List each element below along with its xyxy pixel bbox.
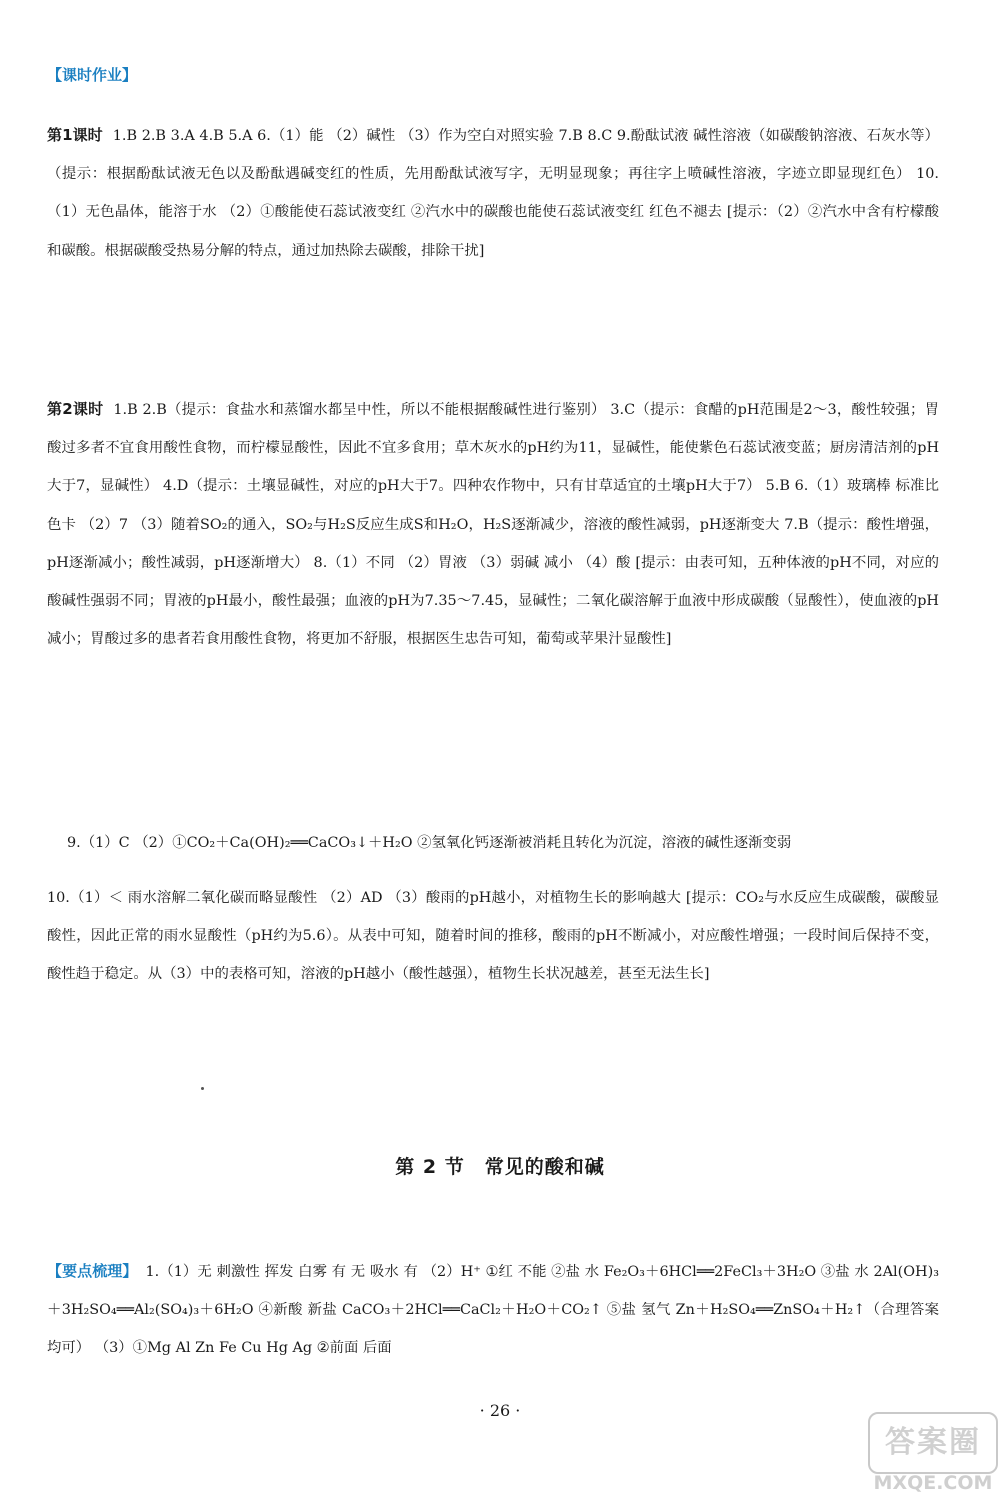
section-heading: 第 2 节 常见的酸和碱 (395, 1156, 605, 1178)
section-label-homework: 【课时作业】 (47, 66, 138, 84)
lesson-2-label: 第2课时 (47, 400, 104, 418)
answer-item-9: 9.（1）C （2）①CO₂＋Ca(OH)₂══CaCO₃↓＋H₂O ②氢氧化钙逐渐被消耗且转化为沉淀，溶液的碱性逐渐变弱 (67, 835, 792, 851)
page-number: · 26 · (479, 1401, 521, 1420)
answer-item-10: 10.（1）＜ 雨水溶解二氧化碳而略显酸性 （2）AD （3）酸雨的pH越小，对植物生长的影响越大 [提示：CO₂与水反应生成碳酸，碳酸显酸性，因此正常的雨水显酸性（pH约为5.6）。从表中可知，随着时间的推移，酸雨的pH不断减小，对应酸性增强；一段时间后保持不变，酸性趋于稳定。从（3）中的表格可知，溶液的pH越小（酸性越强），植物生长状况越差，甚至无法生长] (47, 890, 939, 983)
lesson-1-text: 1.B 2.B 3.A 4.B 5.A 6.（1）能 （2）碱性 （3）作为空白对照实验 7.B 8.C 9.酚酞试液 碱性溶液（如碳酸钠溶液、石灰水等） （提示：根据酚酞试液无色以及酚酞遇碱变红的性质，先用酚酞试液写字，无明显现象；再往字上喷碱性溶液，字迹立即显现红色） 10.（1）无色晶体，能溶于水 （2）①酸能使石蕊试液变红 ②汽水中的碳酸也能使石蕊试液变红 红色不褪去 [提示：（2）②汽水中含有柠檬酸和碳酸。根据碳酸受热易分解的特点，通过加热除去碳酸，排除干扰] (47, 128, 940, 259)
key-points-label: 【要点梳理】 (47, 1262, 138, 1280)
key-points (47, 1252, 939, 1368)
watermark-logo (868, 1412, 998, 1497)
stray-dot (201, 1087, 204, 1090)
lesson-1-label: 第1课时 (47, 126, 103, 144)
watermark-url: MXQE.COM (873, 1472, 993, 1494)
lesson-2-text: 1.B 2.B（提示：食盐水和蒸馏水都呈中性，所以不能根据酸碱性进行鉴别） 3.C（提示：食醋的pH范围是2～3，酸性较强；胃酸过多者不宜食用酸性食物，而柠檬显酸性，因此不宜多食用；草木灰水的pH约为11，显碱性，能使紫色石蕊试液变蓝；厨房清洁剂的pH大于7，显碱性） 4.D（提示：土壤显碱性，对应的pH大于7。四种农作物中，只有甘草适宜的土壤pH大于7） 5.B 6.（1）玻璃棒 标准比色卡 （2）7 （3）随着SO₂的通入，SO₂与H₂S反应生成S和H₂O，H₂S逐渐减少，溶液的酸性减弱，pH逐渐变大 7.B（提示：酸性增强，pH逐渐减小；酸性减弱，pH逐渐增大） 8.（1）不同 （2）胃液 （3）弱碱 减小 （4）酸 [提示：由表可知，五种体液的pH不同，对应的酸碱性强弱不同；胃液的pH最小，酸性最强；血液的pH为7.35～7.45，显碱性；二氧化碳溶解于血液中形成碳酸（显酸性），使血液的pH减小；胃酸过多的患者若食用酸性食物，将更加不舒服，根据医生忠告可知，葡萄或苹果汁显酸性] (47, 402, 940, 648)
lesson-2-answers (47, 390, 939, 658)
lesson-1-answers (47, 116, 939, 270)
watermark-badge: 答案圈 (868, 1412, 998, 1474)
key-points-text: 1.（1）无 刺激性 挥发 白雾 有 无 吸水 有 （2）H⁺ ①红 不能 ②盐 水 Fe₂O₃＋6HCl══2FeCl₃＋3H₂O ③盐 水 2Al(OH)₃＋3H₂SO₄══Al₂(SO₄)₃＋6H₂O ④新酸 新盐 CaCO₃＋2HCl══CaCl₂＋H₂O＋CO₂↑ ⑤盐 氢气 Zn＋H₂SO₄══ZnSO₄＋H₂↑（合理答案均可） （3）①Mg Al Zn Fe Cu Hg Ag ②前面 后面 (47, 1264, 939, 1357)
